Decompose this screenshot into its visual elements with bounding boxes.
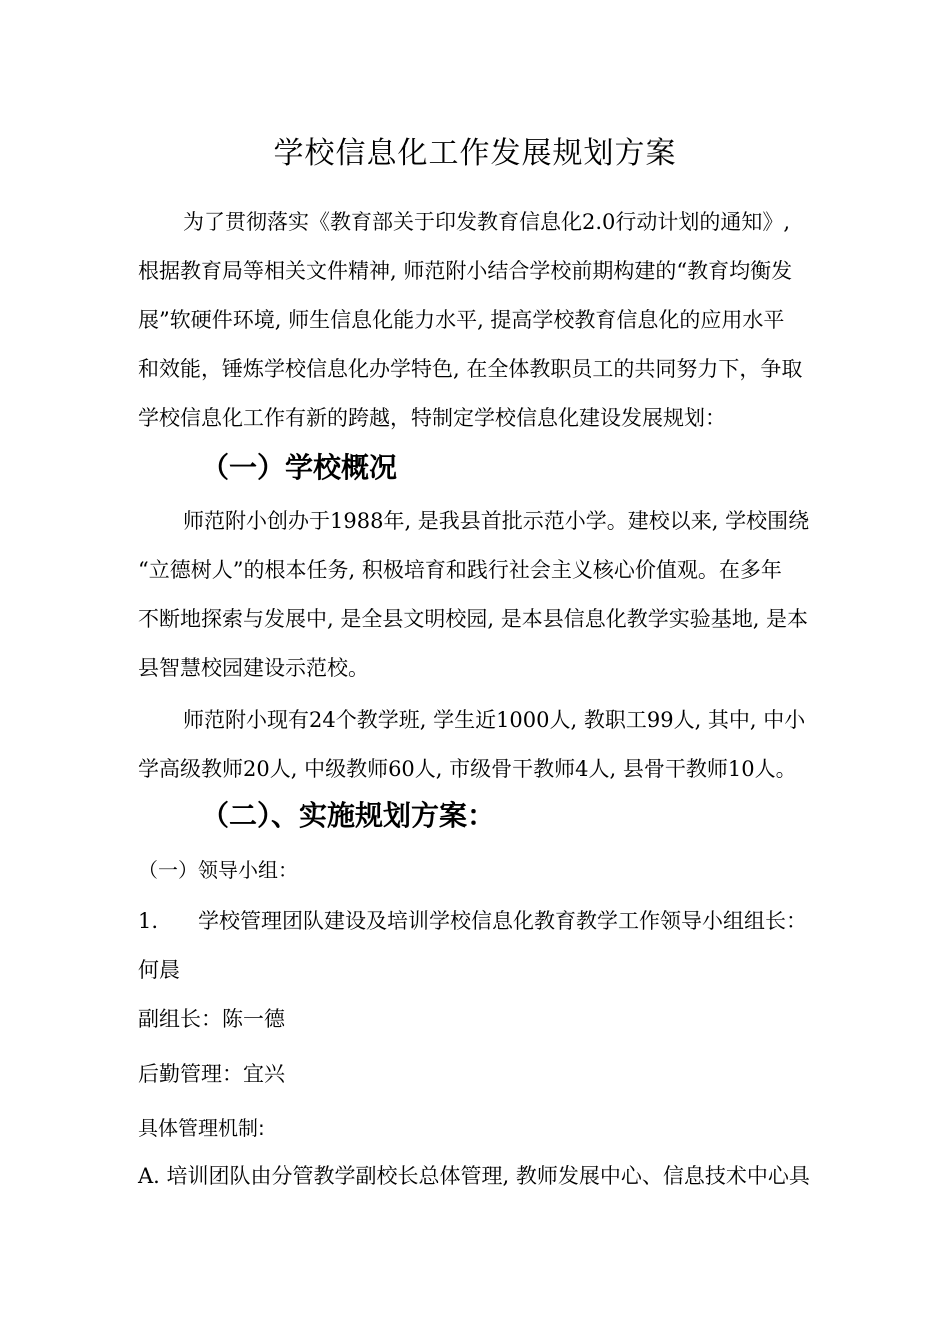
intro-line-5: 学校信息化工作有新的跨越，特制定学校信息化建设发展规划：	[138, 406, 726, 430]
intro-line-4: 和效能，锤炼学校信息化办学特色, 在全体教职员工的共同努力下，争取	[138, 357, 803, 381]
intro-line-1: 为了贯彻落实《教育部关于印发教育信息化2.0行动计划的通知》,	[183, 210, 791, 234]
overview-line-1: 师范附小创办于1988年, 是我县首批示范小学。建校以来, 学校围绕	[183, 509, 810, 533]
item-text: 学校管理团队建设及培训学校信息化教育教学工作领导小组组长：	[198, 909, 807, 933]
overview-line-4: 县智慧校园建设示范校。	[138, 656, 369, 680]
overview-line-2: “立德树人”的根本任务, 积极培育和践行社会主义核心价值观。在多年	[138, 558, 782, 582]
subheading-leadership: （一）领导小组：	[138, 858, 298, 882]
staff-line-2: 学高级教师20人, 中级教师60人, 市级骨干教师4人, 县骨干教师10人。	[138, 757, 797, 781]
staff-line-1: 师范附小现有24个教学班, 学生近1000人, 教职工99人, 其中, 中小	[183, 708, 806, 732]
item-number: 1.	[138, 909, 159, 933]
intro-line-2: 根据教育局等相关文件精神, 师范附小结合学校前期构建的“教育均衡发	[138, 259, 793, 283]
intro-line-3: 展”软硬件环境, 师生信息化能力水平, 提高学校教育信息化的应用水平	[138, 308, 785, 332]
mechanism-item-a: A. 培训团队由分管教学副校长总体管理, 教师发展中心、信息技术中心具	[138, 1164, 810, 1188]
section-heading-overview: （一）学校概况	[201, 451, 398, 484]
document-title: 学校信息化工作发展规划方案	[273, 136, 677, 171]
mechanism-label: 具体管理机制:	[138, 1116, 265, 1140]
deputy-leader: 副组长：陈一德	[138, 1007, 285, 1031]
section-heading-plan: （二）、实施规划方案：	[201, 799, 496, 832]
logistics-manager: 后勤管理：宜兴	[138, 1062, 285, 1086]
overview-line-3: 不断地探索与发展中, 是全县文明校园, 是本县信息化教学实验基地, 是本	[138, 607, 809, 631]
item-text-continued: 何晨	[138, 958, 180, 982]
